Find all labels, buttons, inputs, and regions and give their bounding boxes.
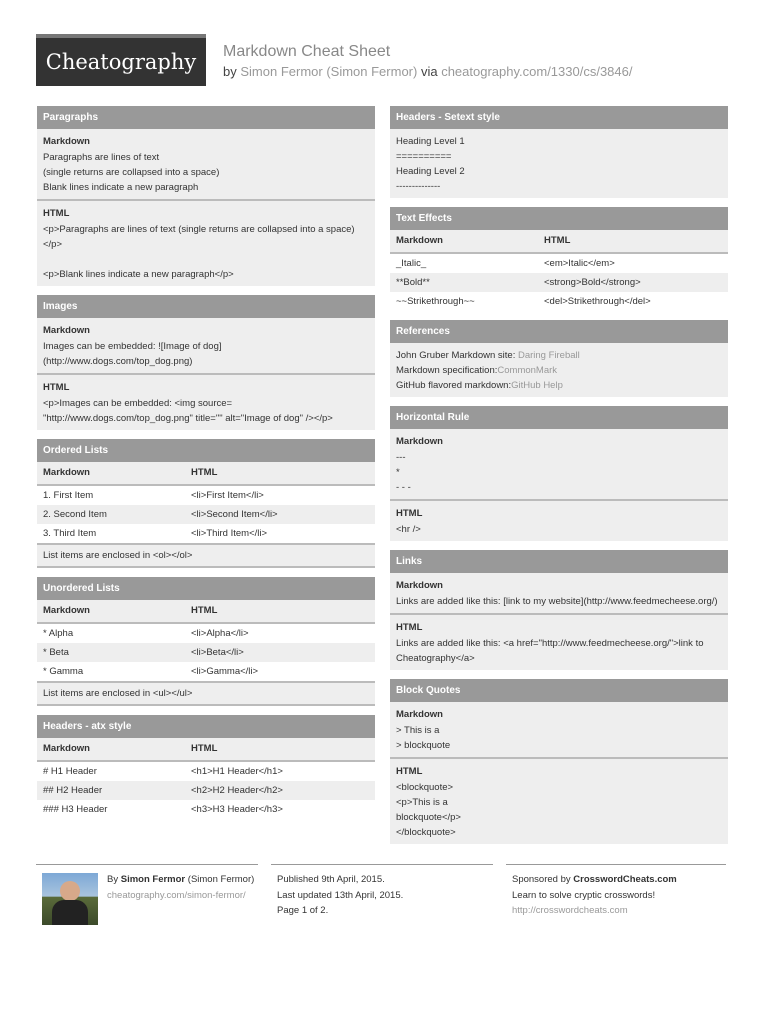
block-title: Unordered Lists: [37, 577, 375, 600]
byline-url-link[interactable]: cheatography.com/1330/cs/3846/: [441, 64, 633, 79]
text-line: <p>Images can be embedded: <img source= "http://www.dogs.com/top_dog.png" title="" alt="Image of dog" /></p>: [43, 398, 333, 424]
sponsor-line: [512, 872, 726, 888]
text-line: (single returns are collapsed into a space): [43, 167, 220, 178]
block-title: Headers - Setext style: [390, 106, 728, 129]
reference-line: [396, 348, 722, 363]
table-header: [390, 230, 728, 254]
block-title: Links: [390, 550, 728, 573]
page-footer: [36, 864, 726, 934]
links-block: [390, 550, 728, 670]
section-label: Markdown: [396, 436, 443, 447]
block-note: List items are enclosed in <ol></ol>: [37, 543, 375, 568]
markdown-section: [390, 702, 728, 759]
content-section: [390, 129, 728, 198]
text-line: ==========: [396, 151, 452, 162]
text-line: Images can be embedded: ![Image of dog](http://www.dogs.com/top_dog.png): [43, 341, 222, 367]
sponsor-url-link[interactable]: http://crosswordcheats.com: [512, 905, 628, 916]
block-title: Images: [37, 295, 375, 318]
table-row: [390, 292, 728, 311]
table-header: [37, 462, 375, 486]
cell-html: <li>Third Item</li>: [191, 528, 268, 539]
cheatography-logo[interactable]: Cheatography: [36, 34, 206, 86]
cell-html: <h1>H1 Header</h1>: [191, 766, 283, 777]
text-line: --------------: [396, 181, 441, 192]
footer-author: [36, 864, 258, 934]
text-line: > This is a: [396, 725, 440, 736]
text-line: </blockquote>: [396, 827, 456, 838]
table-row: [37, 643, 375, 662]
markdown-section: [390, 573, 728, 615]
footer-sponsor: [506, 864, 726, 919]
updated-date: Last updated 13th April, 2015.: [277, 889, 404, 901]
cell-markdown: **Bold**: [396, 277, 430, 288]
references-block: [390, 320, 728, 397]
block-title: Paragraphs: [37, 106, 375, 129]
html-section: [37, 375, 375, 430]
section-label: Markdown: [43, 136, 90, 147]
block-title: Horizontal Rule: [390, 406, 728, 429]
column-header: Markdown: [43, 605, 90, 616]
cell-html: <li>Gamma</li>: [191, 666, 259, 677]
text-line: <p>This is a: [396, 797, 448, 808]
html-section: [37, 201, 375, 286]
cell-markdown: _Italic_: [396, 258, 427, 269]
reference-label: GitHub flavored markdown:: [396, 380, 512, 391]
table-row: [390, 254, 728, 273]
cell-markdown: ### H3 Header: [43, 804, 108, 815]
reference-label: Markdown specification:: [396, 365, 498, 376]
right-column: [390, 106, 728, 853]
text-line: <hr />: [396, 524, 421, 535]
github-help-link[interactable]: GitHub Help: [511, 380, 563, 391]
table-row: [390, 273, 728, 292]
section-label: HTML: [396, 508, 423, 519]
block-note: List items are enclosed in <ul></ul>: [37, 681, 375, 706]
markdown-section: [37, 129, 375, 201]
author-details: [107, 872, 258, 903]
text-line: Links are added like this: [link to my website](http://www.feedmecheese.org/): [396, 596, 718, 607]
section-label: Markdown: [396, 580, 443, 591]
table-row: [37, 624, 375, 643]
cell-markdown: * Alpha: [43, 628, 74, 639]
section-label: HTML: [396, 766, 423, 777]
table-row: [37, 505, 375, 524]
daring-fireball-link[interactable]: Daring Fireball: [517, 350, 580, 361]
table-row: [37, 781, 375, 800]
block-title: Text Effects: [390, 207, 728, 230]
block-title: References: [390, 320, 728, 343]
cell-markdown: ~~Strikethrough~~: [396, 296, 475, 307]
column-header: Markdown: [396, 235, 443, 246]
byline-author-link[interactable]: Simon Fermor (Simon Fermor): [240, 64, 418, 79]
left-column: [37, 106, 375, 828]
table-row: [37, 800, 375, 819]
section-label: Markdown: [43, 325, 90, 336]
section-label: HTML: [396, 622, 423, 633]
text-line: Links are added like this: <a href="http://www.feedmecheese.org/">link to Cheatography</a>: [396, 638, 704, 664]
cell-markdown: 2. Second Item: [43, 509, 107, 520]
markdown-section: [390, 429, 728, 501]
text-line: Heading Level 1: [396, 136, 465, 147]
text-line: ---: [396, 452, 406, 463]
column-header: Markdown: [43, 743, 90, 754]
reference-label: John Gruber Markdown site:: [396, 350, 518, 361]
text-line: > blockquote: [396, 740, 451, 751]
ordered-lists-block: [37, 439, 375, 568]
table-header: [37, 738, 375, 762]
cell-html: <strong>Bold</strong>: [544, 277, 641, 288]
avatar-body-shape: [52, 900, 88, 925]
paragraphs-block: [37, 106, 375, 286]
column-header: HTML: [191, 467, 218, 478]
column-header: Markdown: [43, 467, 90, 478]
section-label: HTML: [43, 208, 70, 219]
page-number: Page 1 of 2.: [277, 905, 329, 916]
author-avatar[interactable]: [42, 873, 98, 925]
text-line: <blockquote>: [396, 782, 454, 793]
reference-line: [396, 363, 722, 378]
sponsor-text: Learn to solve cryptic crosswords!: [512, 889, 656, 901]
column-header: HTML: [191, 743, 218, 754]
cell-html: <li>First Item</li>: [191, 490, 264, 501]
table-row: [37, 762, 375, 781]
sponsor-prefix: Sponsored by: [512, 874, 571, 885]
cell-markdown: 1. First Item: [43, 490, 94, 501]
cell-html: <h3>H3 Header</h3>: [191, 804, 283, 815]
avatar-head-shape: [60, 881, 80, 901]
markdown-section: [37, 318, 375, 375]
cell-markdown: 3. Third Item: [43, 528, 97, 539]
html-section: [390, 759, 728, 844]
unordered-lists-block: [37, 577, 375, 706]
headers-atx-block: [37, 715, 375, 819]
images-block: [37, 295, 375, 430]
author-url-link[interactable]: cheatography.com/simon-fermor/: [107, 889, 246, 901]
table-row: [37, 486, 375, 505]
reference-line: [396, 378, 722, 393]
cell-html: <del>Strikethrough</del>: [544, 296, 651, 307]
byline-via: via: [420, 64, 438, 79]
author-name-link[interactable]: Simon Fermor: [120, 874, 186, 885]
table-header: [37, 600, 375, 624]
footer-publication: [271, 864, 493, 919]
block-title: Headers - atx style: [37, 715, 375, 738]
block-title: Ordered Lists: [37, 439, 375, 462]
content-section: [390, 343, 728, 397]
html-section: [390, 501, 728, 541]
cell-html: <li>Alpha</li>: [191, 628, 249, 639]
text-line: Blank lines indicate a new paragraph: [43, 182, 199, 193]
block-quotes-block: [390, 679, 728, 844]
text-line: Heading Level 2: [396, 166, 465, 177]
headers-setext-block: [390, 106, 728, 198]
text-line: *: [396, 467, 400, 478]
column-header: HTML: [191, 605, 218, 616]
text-line: Paragraphs are lines of text: [43, 152, 160, 163]
byline-by: by: [223, 64, 237, 79]
horizontal-rule-block: [390, 406, 728, 541]
section-label: HTML: [43, 382, 70, 393]
cell-markdown: # H1 Header: [43, 766, 97, 777]
cell-markdown: * Beta: [43, 647, 69, 658]
doc-title: Markdown Cheat Sheet: [223, 43, 391, 60]
page-header: [36, 34, 736, 88]
cell-html: <em>Italic</em>: [544, 258, 615, 269]
text-line: blockquote</p>: [396, 812, 461, 823]
sponsor-name-link[interactable]: CrosswordCheats.com: [573, 874, 677, 885]
table-row: [37, 662, 375, 681]
author-prefix: By: [107, 874, 119, 885]
text-effects-block: [390, 207, 728, 311]
cell-html: <li>Second Item</li>: [191, 509, 278, 520]
block-title: Block Quotes: [390, 679, 728, 702]
cell-html: <li>Beta</li>: [191, 647, 244, 658]
text-line: <p>Blank lines indicate a new paragraph</p>: [43, 269, 234, 280]
column-header: HTML: [544, 235, 571, 246]
published-date: Published 9th April, 2015.: [277, 874, 385, 885]
byline: [223, 64, 632, 79]
cell-markdown: ## H2 Header: [43, 785, 103, 796]
cell-markdown: * Gamma: [43, 666, 84, 677]
html-section: [390, 615, 728, 670]
table-row: [37, 524, 375, 543]
text-line: <p>Paragraphs are lines of text (single returns are collapsed into a space)</p>: [43, 224, 355, 250]
author-alias: (Simon Fermor): [187, 874, 255, 885]
text-line: - - -: [396, 482, 411, 493]
commonmark-link[interactable]: CommonMark: [497, 365, 558, 376]
section-label: Markdown: [396, 709, 443, 720]
cell-html: <h2>H2 Header</h2>: [191, 785, 283, 796]
blank-line: [43, 252, 369, 267]
